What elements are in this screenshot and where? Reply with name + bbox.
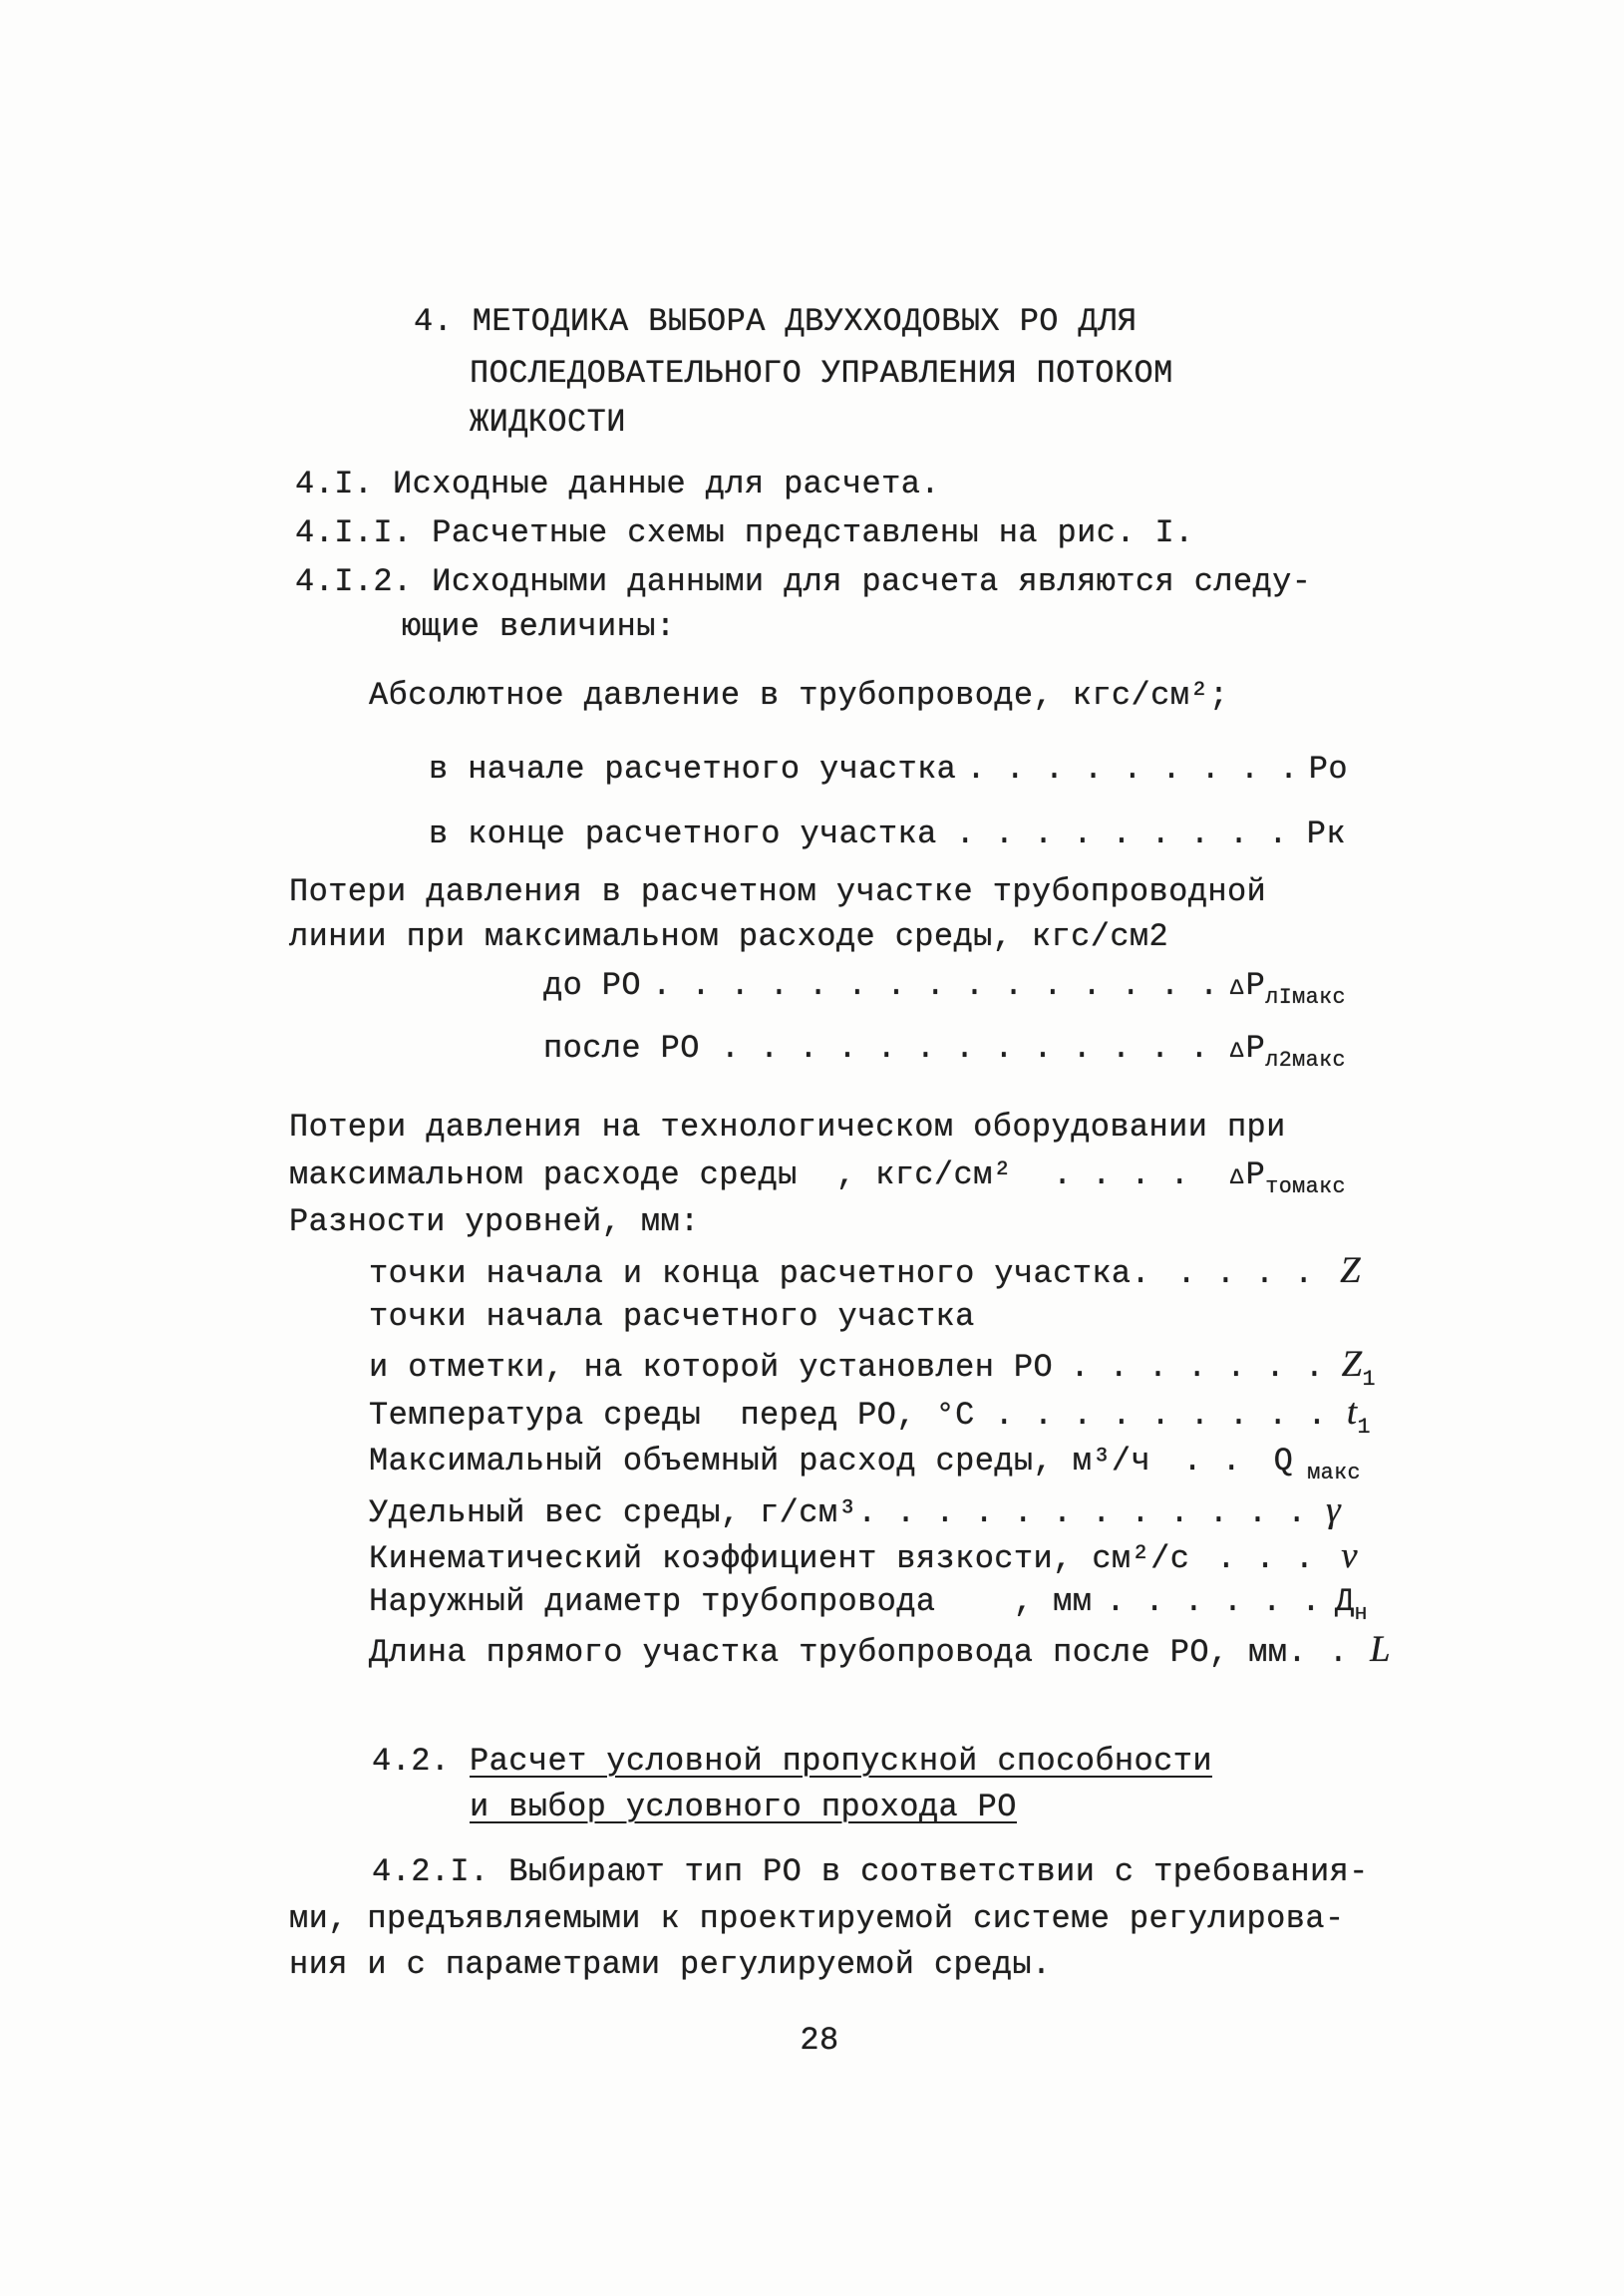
param-symbol <box>1342 1344 1376 1391</box>
symbol-subscript: л2макс <box>1265 1048 1346 1074</box>
item-4-1-2-line-2: ющие величины: <box>402 608 676 645</box>
symbol-subscript: н <box>1354 1601 1368 1627</box>
symbol-subscript: макс <box>1307 1461 1361 1486</box>
param-label: и отметки, на которой установлен РО <box>369 1349 1054 1386</box>
subsection-title: и выбор условного прохода РО <box>470 1789 1017 1825</box>
line-losses-title-line-1: Потери давления в расчетном участке трубопроводной <box>289 873 1267 910</box>
param-label: Удельный вес среды, г/см³. <box>369 1494 877 1531</box>
symbol-letter: P <box>1245 967 1266 1004</box>
leader-dots: . <box>1328 1634 1349 1671</box>
section-heading-line-2: ПОСЛЕДОВАТЕЛЬНОГО УПРАВЛЕНИЯ ПОТОКОМ <box>470 355 1173 392</box>
section-heading-line-3: ЖИДКОСТИ <box>470 404 626 441</box>
section-heading-line-1: 4. МЕТОДИКА ВЫБОРА ДВУХХОДОВЫХ РО ДЛЯ <box>414 303 1137 340</box>
param-label: Наружный диаметр трубопровода , мм <box>369 1583 1093 1620</box>
param-row-loss-after-valve <box>543 1029 1346 1074</box>
param-row-straight-length <box>369 1629 1391 1669</box>
param-row-max-flow <box>369 1442 1361 1486</box>
param-symbol <box>1230 966 1346 1009</box>
leader-dots: . . . . . . . . . <box>966 751 1299 788</box>
leader-dots: . . . . . . . . . . . . . . . <box>652 967 1219 1004</box>
param-row-outer-diameter <box>369 1582 1368 1627</box>
param-symbol: L <box>1370 1628 1391 1669</box>
delta-sign: Δ <box>1229 975 1244 1001</box>
param-row-viscosity <box>369 1535 1358 1575</box>
param-symbol: ν <box>1341 1534 1358 1575</box>
item-4-1-1: 4.I.I. Расчетные схемы представлены на рис. I. <box>295 514 1194 551</box>
subsection-number: 4.2. <box>372 1743 451 1780</box>
delta-sign: Δ <box>1229 1038 1244 1064</box>
symbol-subscript: 1 <box>1362 1367 1376 1393</box>
param-row-equipment-loss <box>289 1155 1346 1200</box>
param-row-pressure-end <box>429 815 1346 854</box>
param-symbol: γ <box>1326 1488 1341 1529</box>
symbol-subscript: томакс <box>1265 1174 1346 1200</box>
leader-dots: . . . <box>1216 1540 1315 1577</box>
param-row-loss-before-valve <box>543 966 1346 1011</box>
leader-dots: . . <box>1182 1443 1242 1479</box>
param-label: Длина прямого участка трубопровода после РО, мм. <box>369 1634 1307 1671</box>
subsection-4-2-title-line-2 <box>470 1788 1017 1827</box>
param-label: после РО <box>543 1030 700 1067</box>
param-row-specific-weight <box>369 1489 1341 1529</box>
param-label: точки начала и конца расчетного участка. <box>369 1255 1151 1292</box>
leader-dots: . . . . <box>1052 1156 1190 1193</box>
param-label: Температура среды перед РО, °С <box>369 1397 975 1434</box>
paragraph-4-2-1-line-3: ния и с параметрами регулируемой среды. <box>289 1946 1052 1983</box>
delta-sign: Δ <box>1229 1164 1244 1190</box>
line-losses-title-line-2: линии при максимальном расходе среды, кгс/см2 <box>289 918 1169 955</box>
symbol-letter: t <box>1346 1391 1358 1432</box>
symbol-letter: P <box>1245 1030 1266 1067</box>
absolute-pressure-title: Абсолютное давление в трубопроводе, кгс/см²; <box>369 677 1229 714</box>
paragraph-4-2-1-line-2: ми, предъявляемыми к проектируемой системе регулирова- <box>289 1900 1345 1937</box>
param-label: в конце расчетного участка <box>429 816 937 852</box>
param-symbol <box>1230 1155 1346 1198</box>
subsection-4-1-title: 4.I. Исходные данные для расчета. <box>295 466 940 502</box>
paragraph-4-2-1-line-1: 4.2.I. Выбирают тип РО в соответствии с требования- <box>372 1853 1369 1890</box>
symbol-letter: Q <box>1273 1443 1294 1479</box>
param-symbol: Z <box>1340 1249 1361 1290</box>
param-row-pressure-start <box>429 750 1348 790</box>
param-label: в начале расчетного участка <box>429 751 957 788</box>
param-label: до РО <box>543 967 642 1004</box>
param-symbol: Рк <box>1306 816 1346 852</box>
leader-dots: . . . . . . <box>1106 1583 1321 1620</box>
page-number: 28 <box>800 2022 839 2059</box>
levels-title: Разности уровней, мм: <box>289 1203 700 1240</box>
symbol-letter: Z <box>1341 1343 1363 1384</box>
param-label: Максимальный объемный расход среды, м³/ч <box>369 1443 1151 1479</box>
leader-dots: . . . . . . . . . . . . . <box>720 1030 1209 1067</box>
equipment-losses-title-line-1: Потери давления на технологическом оборудовании при <box>289 1109 1286 1146</box>
param-row-level-start-end <box>369 1250 1361 1290</box>
symbol-letter: P <box>1245 1156 1266 1193</box>
leader-dots: . . . . . . . . . . . <box>896 1494 1307 1531</box>
param-label: Кинематический коэффициент вязкости, см²/с <box>369 1540 1190 1577</box>
leader-dots: . . . . . . . . . <box>955 816 1288 852</box>
leader-dots: . . . . . . . . . <box>994 1397 1327 1434</box>
subsection-title: Расчет условной пропускной способности <box>470 1743 1212 1780</box>
symbol-letter: Д <box>1334 1583 1355 1620</box>
item-4-1-2-line-1: 4.I.2. Исходными данными для расчета являются следу- <box>295 563 1312 600</box>
param-row-temperature <box>369 1391 1371 1441</box>
param-symbol <box>1274 1442 1361 1484</box>
param-row-level-valve <box>369 1343 1376 1393</box>
symbol-subscript: 1 <box>1357 1415 1371 1441</box>
leader-dots: . . . . . . . <box>1070 1349 1325 1386</box>
symbol-subscript: лIмакс <box>1265 985 1346 1011</box>
param-label: максимальном расходе среды , кгс/см² <box>289 1156 1013 1193</box>
level-valve-label-line-1: точки начала расчетного участка <box>369 1298 975 1335</box>
leader-dots: . . . . <box>1176 1255 1314 1292</box>
param-symbol <box>1230 1029 1346 1072</box>
param-symbol <box>1335 1582 1368 1625</box>
subsection-4-2-title-line-1 <box>372 1742 1212 1782</box>
param-symbol <box>1347 1392 1371 1439</box>
param-symbol: Ро <box>1308 751 1348 788</box>
